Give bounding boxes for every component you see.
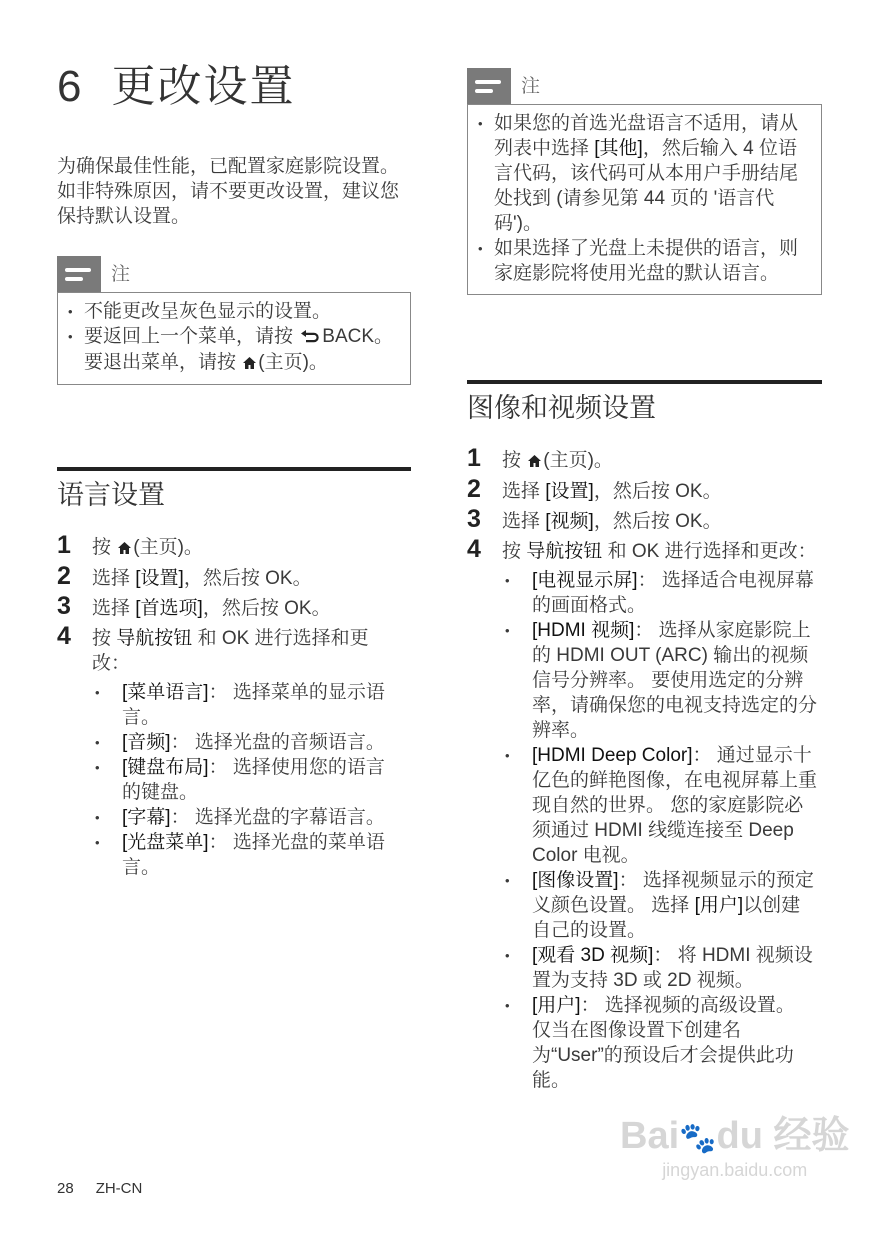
sub-item [92, 755, 403, 805]
text: ，然后按 OK。 [183, 568, 312, 589]
chapter-heading [57, 60, 295, 114]
home-icon [243, 351, 256, 376]
text: 如果您的首选光盘语言不适用，请从列表中选择 [494, 113, 799, 159]
step-number: 2 [467, 475, 481, 503]
note-label: 注 [111, 263, 131, 285]
keyword: [首选项] [135, 598, 203, 619]
text: ： 选择光盘的音频语言。 [170, 732, 385, 753]
keyword: [设置] [135, 568, 184, 589]
back-icon [300, 325, 320, 350]
text: 按 [502, 450, 527, 471]
keyword: [HDMI Deep Color] [532, 745, 693, 766]
step-number: 3 [57, 592, 71, 620]
sub-item [92, 805, 403, 830]
sub-item [92, 830, 403, 880]
footer [57, 1176, 142, 1201]
sub-item [502, 618, 818, 743]
text: BACK。 要退出菜单，请按 [84, 326, 394, 373]
text: 不能更改呈灰色显示的设置。 [84, 301, 332, 322]
text: 选择 [92, 568, 136, 589]
sub-list [92, 680, 403, 880]
text: ，然后按 OK。 [202, 598, 331, 619]
step-item [57, 562, 403, 591]
watermark-logo: Bai🐾du 经验 jingyan.baidu.com [620, 1115, 850, 1180]
text: ： 选择使用您的语言的键盘。 [122, 757, 385, 803]
keyword: [音频] [122, 732, 171, 753]
text: ： 选择菜单的显示语言。 [122, 682, 385, 728]
keyword: [图像设置] [532, 870, 619, 891]
text: ，然后输入 4 位语言代码，该代码可从本用户手册结尾处找到 (请参见第 44 页的 '语言代码')。 [494, 138, 799, 234]
note-list [478, 111, 811, 286]
home-icon [528, 449, 541, 474]
step-item [57, 531, 403, 561]
text: 以创建自己的设置。 [532, 895, 801, 941]
step-item [467, 475, 818, 504]
step-number: 4 [57, 622, 71, 650]
text: ： 通过显示十亿色的鲜艳图像，在电视屏幕上重现自然的世界。 您的家庭影院必须通过 HDMI 线缆连接至 Deep Color 电视。 [532, 745, 818, 866]
sub-item [502, 943, 818, 993]
step-item [467, 444, 818, 474]
note-icon [467, 68, 511, 104]
text: 如果选择了光盘上未提供的语言，则家庭影院将使用光盘的默认语言。 [494, 238, 799, 284]
text: (主页)。 [258, 352, 328, 373]
note-right [467, 68, 822, 295]
text: 选择 [502, 481, 546, 502]
text: 和 OK 进行选择和更改： [92, 628, 369, 674]
note-icon [57, 256, 101, 292]
keyword: [HDMI 视频] [532, 620, 635, 641]
keyword: [观看 3D 视频] [532, 945, 654, 966]
section-title: 图像和视频设置 [467, 380, 822, 426]
sub-item [502, 993, 818, 1093]
keyword: [用户] [532, 995, 581, 1016]
step-number: 3 [467, 505, 481, 533]
text: ： 选择视频的高级设置。 仅当在图像设置下创建名为“User”的预设后才会提供此功能。 [532, 995, 795, 1091]
text: ，然后按 OK。 [593, 511, 722, 532]
keyword: [设置] [545, 481, 594, 502]
sub-item [502, 568, 818, 618]
step-item [467, 505, 818, 534]
language-code: ZH-CN [95, 1180, 143, 1197]
step-number: 1 [467, 444, 481, 472]
video-steps [467, 444, 822, 1093]
home-icon [118, 536, 131, 561]
text: ： 选择光盘的字幕语言。 [170, 807, 385, 828]
sub-item [502, 743, 818, 868]
note-label: 注 [521, 75, 541, 97]
text: 和 OK 进行选择和更改： [602, 541, 817, 562]
text: ： 选择适合电视屏幕的画面格式。 [532, 570, 814, 616]
text: ： 将 HDMI 视频设置为支持 3D 或 2D 视频。 [532, 945, 813, 991]
step-number: 4 [467, 535, 481, 563]
note-left [57, 256, 411, 385]
keyword: [光盘菜单] [122, 832, 209, 853]
language-section [57, 467, 411, 885]
sub-item [92, 680, 403, 730]
note-item [68, 324, 400, 376]
text: ，然后按 OK。 [593, 481, 722, 502]
keyword: [电视显示屏] [532, 570, 638, 591]
step-number: 1 [57, 531, 71, 559]
text: ： 选择视频显示的预定义颜色设置。 选择 [532, 870, 814, 916]
page-number: 28 [57, 1180, 74, 1197]
sub-item [92, 730, 403, 755]
note-item [68, 299, 400, 324]
intro-text: 为确保最佳性能，已配置家庭影院设置。 如非特殊原因，请不要更改设置，建议您保持默认设置。 [57, 156, 400, 227]
note-item [478, 111, 811, 236]
language-steps [57, 531, 411, 880]
step-item [57, 622, 403, 880]
step-number: 2 [57, 562, 71, 590]
chapter-number: 6 [57, 62, 84, 111]
note-list [68, 299, 400, 376]
keyword: [用户] [694, 895, 744, 916]
text: ： 选择光盘的菜单语言。 [122, 832, 385, 878]
text: 选择 [502, 511, 546, 532]
text: (主页)。 [133, 537, 203, 558]
text: 要返回上一个菜单，请按 [84, 326, 299, 347]
note-item [478, 236, 811, 286]
keyword: [字幕] [122, 807, 171, 828]
keyword: 导航按钮 [116, 628, 193, 649]
step-item [57, 592, 403, 621]
keyword: 导航按钮 [526, 541, 603, 562]
video-section [467, 380, 822, 1098]
text: 按 [92, 537, 117, 558]
keyword: [视频] [545, 511, 594, 532]
keyword: [键盘布局] [122, 757, 209, 778]
step-item [467, 535, 818, 1093]
sub-list [502, 568, 818, 1093]
text: (主页)。 [543, 450, 613, 471]
text: 选择 [92, 598, 136, 619]
chapter-title: 更改设置 [111, 62, 296, 111]
keyword: [其他] [594, 138, 643, 159]
sub-item [502, 868, 818, 943]
text: 按 [502, 541, 527, 562]
section-title: 语言设置 [57, 467, 411, 513]
text: 按 [92, 628, 117, 649]
keyword: [菜单语言] [122, 682, 209, 703]
text: ： 选择从家庭影院上的 HDMI OUT (ARC) 输出的视频信号分辨率。 要使用选定的分辨率，请确保您的电视支持选定的分辨率。 [532, 620, 818, 741]
